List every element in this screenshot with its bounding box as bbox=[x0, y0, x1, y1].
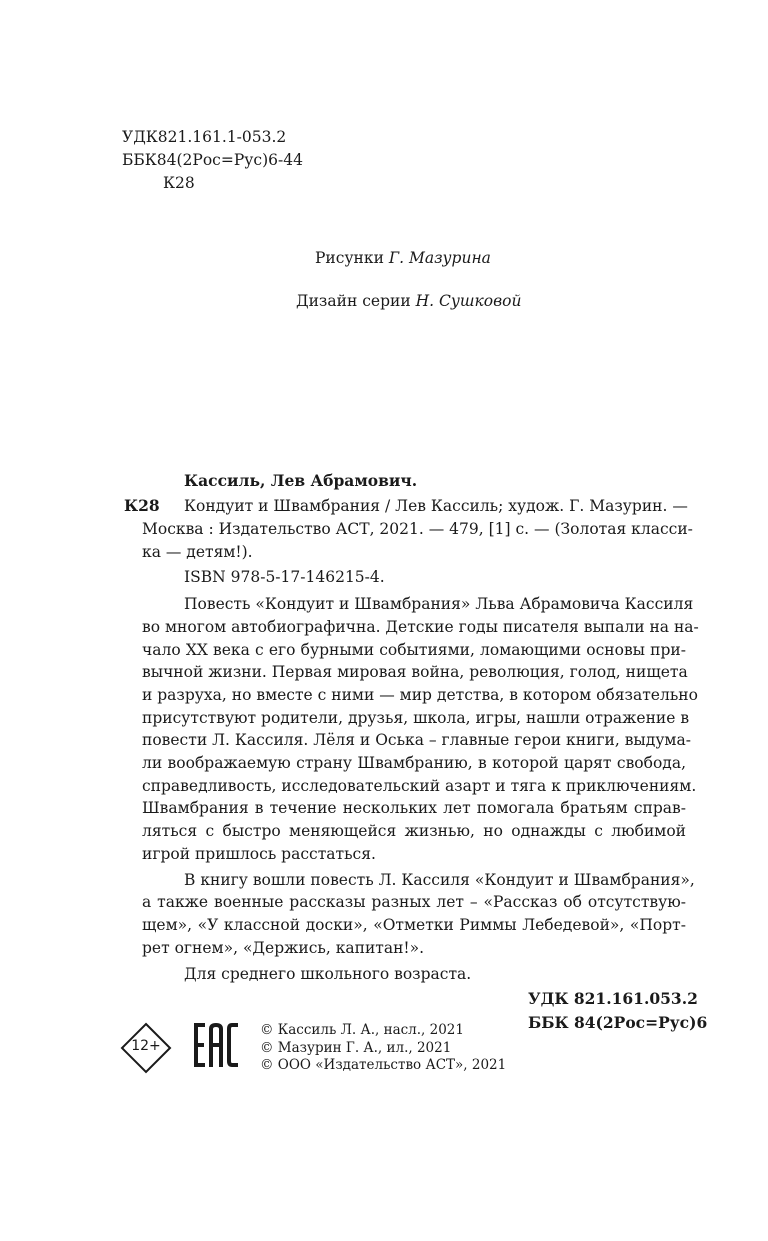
title-line: ка — детям!). bbox=[142, 543, 253, 561]
record-mark: К28 bbox=[124, 496, 160, 515]
record-bbk: ББК 84(2Рос=Рус)6 bbox=[528, 1013, 708, 1032]
contents-line: а также военные рассказы разных лет – «Рассказ об отсутствую- bbox=[142, 893, 686, 911]
isbn: ISBN 978-5-17-146215-4. bbox=[184, 568, 385, 586]
contents-line: В книгу вошли повесть Л. Кассиля «Кондуит и Швамбрания», bbox=[184, 871, 695, 889]
title-line: Москва : Издательство АСТ, 2021. — 479, [1] с. — (Золотая класси- bbox=[142, 520, 693, 538]
audience: Для среднего школьного возраста. bbox=[184, 965, 472, 983]
copyright-line: © ООО «Издательство АСТ», 2021 bbox=[260, 1057, 507, 1073]
illustrations-credit bbox=[315, 249, 491, 267]
author-mark: К28 bbox=[163, 174, 195, 192]
annotation-line: Швамбрания в течение нескольких лет помогала братьям справ- bbox=[142, 799, 686, 817]
illustrations-label: Рисунки bbox=[315, 249, 384, 267]
title-line: Кондуит и Швамбрания / Лев Кассиль; худож. Г. Мазурин. — bbox=[184, 497, 688, 515]
age-rating-label: 12+ bbox=[131, 1038, 161, 1054]
bbk-code: ББК84(2Рос=Рус)6-44 bbox=[122, 151, 303, 169]
annotation-line: во многом автобиографична. Детские годы писателя выпали на на- bbox=[142, 618, 699, 636]
annotation-line: и разруха, но вместе с ними — мир детства, в котором обязательно bbox=[142, 686, 698, 704]
copyright-line: © Кассиль Л. А., насл., 2021 bbox=[260, 1022, 464, 1038]
copyright-line: © Мазурин Г. А., ил., 2021 bbox=[260, 1040, 452, 1056]
contents-line: щем», «У классной доски», «Отметки Риммы Лебедевой», «Порт- bbox=[142, 916, 686, 934]
annotation-line: чало XX века с его бурными событиями, ломающими основы при- bbox=[142, 641, 686, 659]
annotation-line: присутствуют родители, друзья, школа, игры, нашли отражение в bbox=[142, 709, 690, 727]
annotation-line: повести Л. Кассиля. Лёля и Оська – главные герои книги, выдума- bbox=[142, 731, 691, 749]
udk-code: УДК821.161.1-053.2 bbox=[122, 128, 287, 146]
illustrations-name: Г. Мазурина bbox=[388, 249, 491, 267]
age-rating-badge bbox=[120, 1022, 172, 1074]
annotation-line: вычной жизни. Первая мировая война, революция, голод, нищета bbox=[142, 663, 688, 681]
annotation-line: игрой пришлось расстаться. bbox=[142, 845, 376, 863]
record-author: Кассиль, Лев Абрамович. bbox=[184, 471, 418, 490]
eac-logo-icon bbox=[192, 1021, 240, 1069]
design-credit bbox=[296, 292, 521, 310]
annotation-line: справедливость, исследовательский азарт и тяга к приключениям. bbox=[142, 777, 697, 795]
contents-line: рет огнем», «Держись, капитан!». bbox=[142, 939, 425, 957]
annotation-line: ли воображаемую страну Швамбранию, в которой царят свобода, bbox=[142, 754, 686, 772]
design-name: Н. Сушковой bbox=[415, 292, 522, 310]
record-udk: УДК 821.161.053.2 bbox=[528, 989, 698, 1008]
design-label: Дизайн серии bbox=[296, 292, 411, 310]
annotation-line: ляться с быстро меняющейся жизнью, но однажды с любимой bbox=[142, 822, 686, 840]
eac-mark bbox=[192, 1021, 240, 1069]
annotation-line: Повесть «Кондуит и Швамбрания» Льва Абрамовича Кассиля bbox=[184, 595, 694, 613]
